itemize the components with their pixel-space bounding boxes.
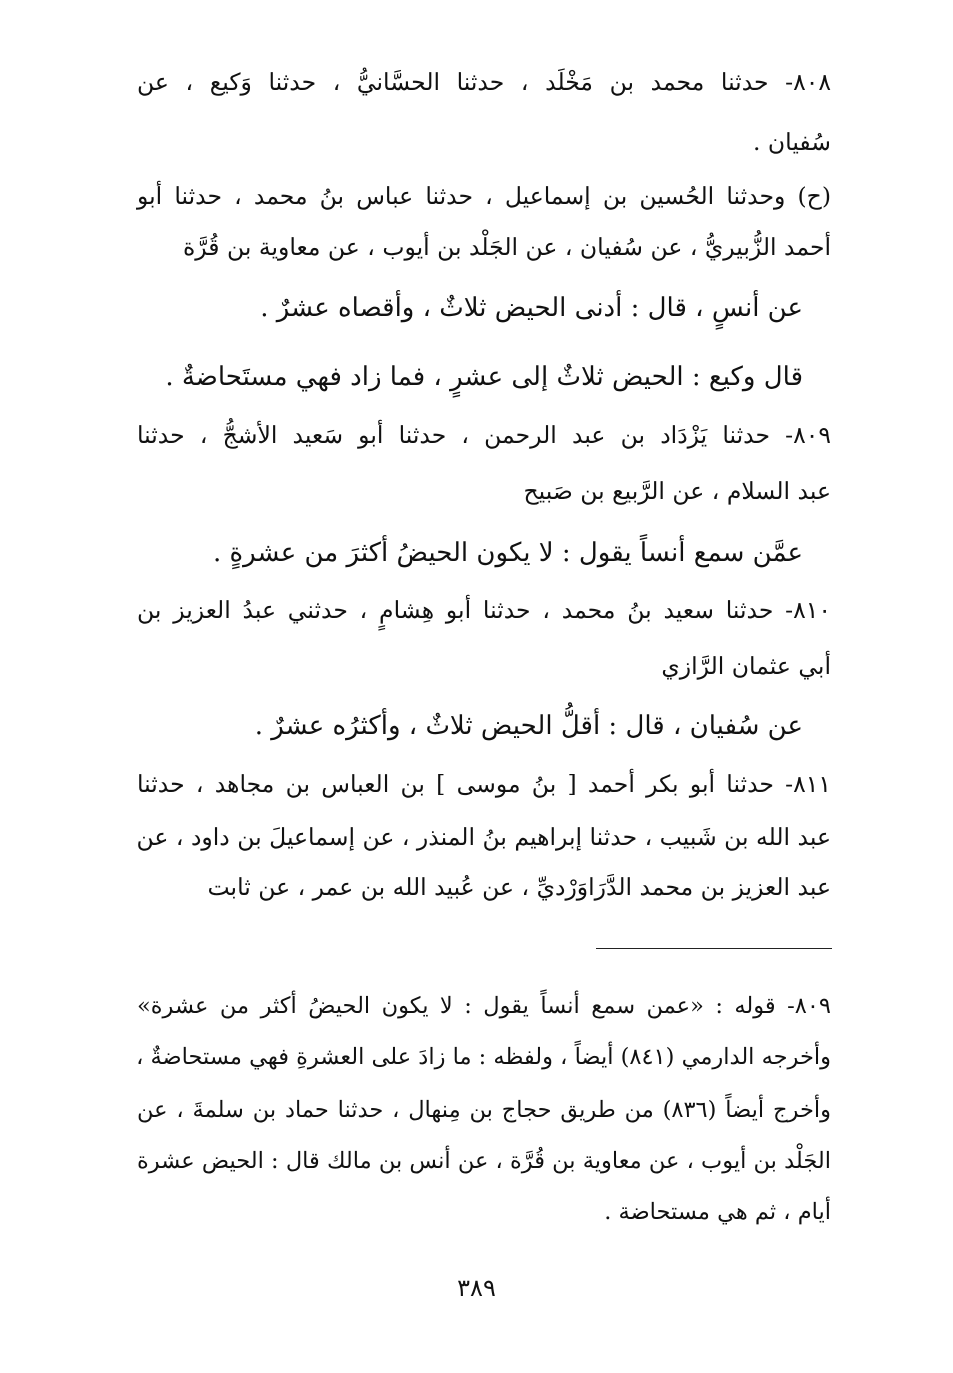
text-line: ٨١٠- حدثنا سعيد بنُ محمد ، حدثنا أبو هِشامٍ ، حدثني عبدُ العزيز بن: [137, 596, 831, 624]
text-line: أبي عثمان الرَّازي: [661, 652, 831, 680]
hadith-text-line: عن سُفيان ، قال : أقلُّ الحيض ثلاثٌ ، وأكثرُه عشرٌ .: [254, 711, 803, 741]
footnote-line: أيام ، ثم هي مستحاضة .: [604, 1199, 831, 1225]
text-line: ٨١١- حدثنا أبو بكر أحمد [ بنُ موسى ] بن العباس بن مجاهد ، حدثنا: [137, 770, 831, 798]
page-number: ٣٨٩: [457, 1274, 496, 1302]
text-line: سُفيان .: [752, 128, 831, 156]
footnote-line: الجَلْد بن أيوب ، عن معاوية بن قُرَّة ، عن أنس بن مالك قال : الحيض عشرة: [137, 1148, 831, 1174]
text-line: عبد السلام ، عن الرَّبيع بن صَبيح: [523, 477, 831, 505]
hadith-text-line: قال وكيع : الحيض ثلاثٌ إلى عشرٍ ، فما زاد فهي مستَحاضةٌ .: [165, 362, 803, 392]
hadith-text-line: عمَّن سمع أنساً يقول : لا يكون الحيضُ أكثرَ من عشرةٍ .: [213, 538, 803, 568]
footnote-line: ٨٠٩- قوله : «عمن سمع أنساً يقول : لا يكون الحيضُ أكثر من عشرة»: [137, 993, 831, 1019]
text-line: عبد العزيز بن محمد الدَّرَاوَرْديِّ ، عن عُبيد الله بن عمر ، عن ثابت: [207, 873, 831, 901]
text-line: أحمد الزُّبيريُّ ، عن سُفيان ، عن الجَلْد بن أيوب ، عن معاوية بن قُرَّة: [182, 233, 831, 261]
text-line: ٨٠٩- حدثنا يَزْدَاد بن عبد الرحمن ، حدثنا أبو سَعيد الأشجُّ ، حدثنا: [137, 421, 831, 449]
text-line: (ح) وحدثنا الحُسين بن إسماعيل ، حدثنا عباس بنُ محمد ، حدثنا أبو: [137, 182, 831, 210]
hadith-text-line: عن أنسٍ ، قال : أدنى الحيض ثلاثٌ ، وأقصاه عشرٌ .: [260, 293, 803, 323]
text-line: ٨٠٨- حدثنا محمد بن مَخْلَد ، حدثنا الحسَّانيُّ ، حدثنا وَكيع ، عن: [137, 68, 831, 96]
text-line: عبد الله بن شَبيب ، حدثنا إبراهيم بنُ المنذر ، عن إسماعيلَ بن داود ، عن: [136, 823, 831, 851]
footnote-line: وأخرجه الدارمي (٨٤١) أيضاً ، ولفظه : ما زادَ على العشرةِ فهي مستحاضةٌ ،: [136, 1044, 831, 1070]
footnote-separator: [596, 948, 832, 949]
footnote-line: وأخرج أيضاً (٨٣٦) من طريق حجاج بن مِنهال ، حدثنا حماد بن سلمةَ ، عن: [137, 1097, 831, 1123]
